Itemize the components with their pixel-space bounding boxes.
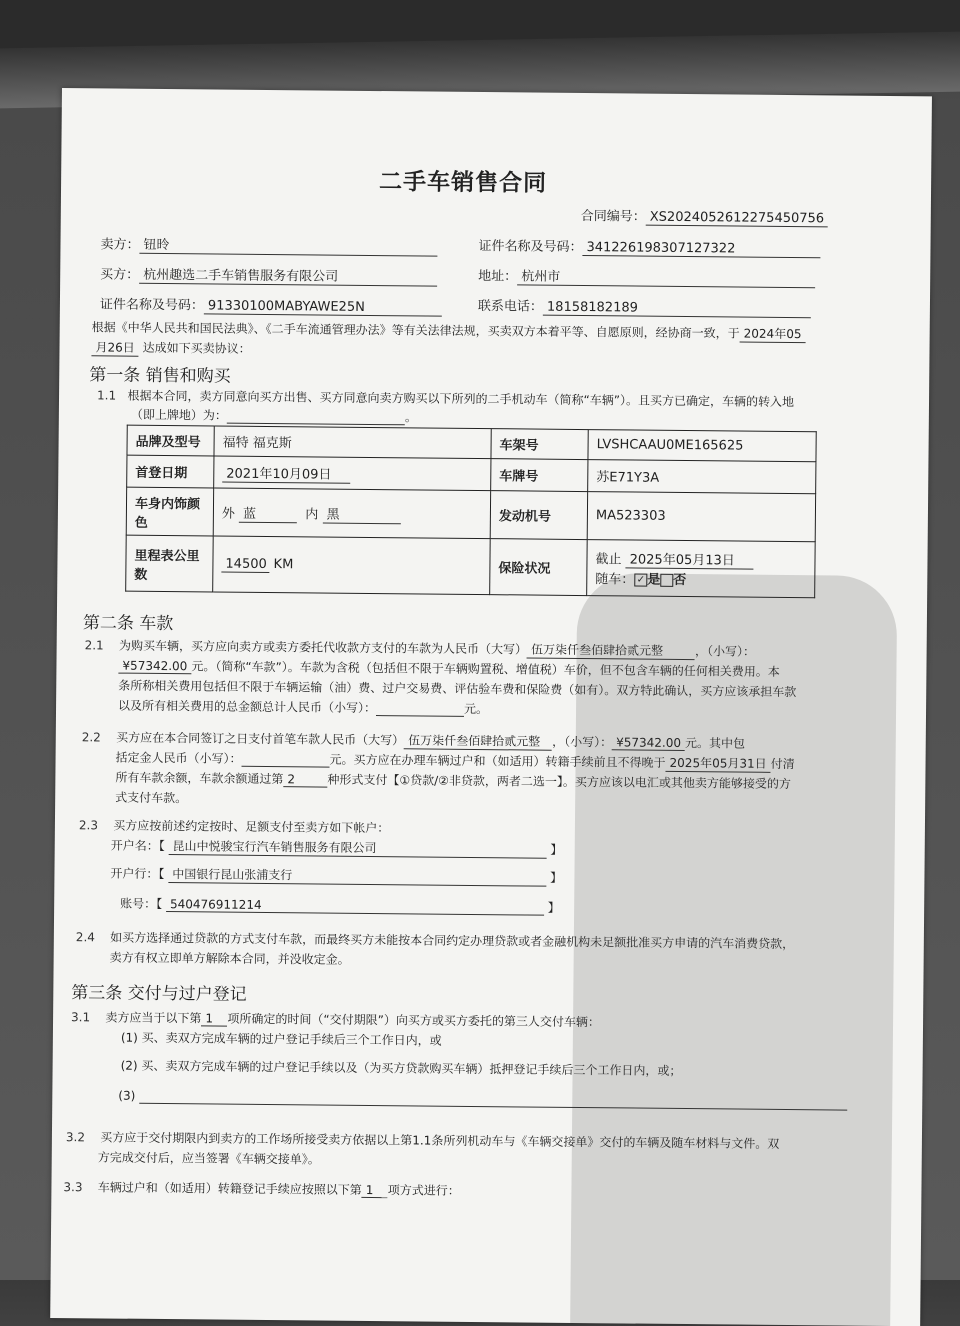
clause-2-1-line-3: 条所称相关费用包括但不限于车辆运输（油）费、过户交易费、评估验车费和保险费（如有）。双方特此确认，买方应该承担车款 bbox=[118, 678, 797, 700]
clause-2-4-line-2: 卖方有权立即单方解除本合同，并没收定金。 bbox=[109, 950, 350, 967]
contract-number: 合同编号： XS20240526122754507​56 bbox=[581, 205, 829, 227]
document-title: 二手车销售合同 bbox=[378, 169, 548, 197]
intro-line-1: 根据《中华人民共和国民法典》、《二手车流通管理办法》等有关法律法规，买卖双方本着平等、自愿原则，经协商一致，于 2024年05 bbox=[92, 318, 806, 343]
brand-label: 品牌及型号 bbox=[127, 425, 214, 456]
clause-3-1: 3.1 卖方应当于以下第 1 项所确定的时间（“交付期限”）向买方或买方委托的第三人交付车辆： bbox=[71, 1010, 600, 1030]
plate-value: 苏E71Y3A bbox=[588, 460, 816, 494]
buyer-id-field: 证件名称及号码： 91330100MABYAWE25N bbox=[100, 293, 442, 316]
reg-date-cell: 2021年10月09日 bbox=[214, 456, 491, 491]
clause-2-3: 2.3 买方应按前述约定按时、足额支付至卖方如下帐户： bbox=[78, 818, 390, 836]
reg-date-label: 首登日期 bbox=[127, 455, 214, 488]
clause-1-1: 1.1 根据本合同，卖方同意向买方出售、买方同意向卖方购买以下所列的二手机动车（简称“车辆”）。且买方已确定，车辆的转入地 bbox=[96, 388, 795, 410]
vehicle-table bbox=[125, 425, 817, 599]
clause-2-1-line-1: 2.1 为购买车辆，买方应向卖方或卖方委托代收款方支付的车款为人民币（大写） 伍万柒仟叁佰肆拾贰元整 ，（小写）： bbox=[84, 638, 756, 659]
clause-2-2-line-4: 式支付车款。 bbox=[115, 790, 188, 806]
vin-label: 车架号 bbox=[491, 429, 588, 460]
buyer-field: 买方： 杭州趣选二手车销售服务有限公司 bbox=[100, 263, 437, 286]
insurance-cell: 截止 2025年05月13日 随车： ✓ 是 否 bbox=[587, 540, 816, 598]
clause-2-2-line-2: 括定金人民币（小写）： 元。买方应在办理车辆过户和（如适用）转籍手续前且不得晚于 2025年05月31日 付清 bbox=[115, 750, 795, 772]
contract-page bbox=[50, 88, 932, 1326]
clause-2-2-line-3: 所有车款余额，车款余额通过第 2 种形式支付【①贷款/②非贷款，两者二选一】。买方应该以电汇或其他卖方能够接受的方 bbox=[115, 770, 791, 792]
clause-3-2-line-2: 方完成交付后，应当签署《车辆交接单》。 bbox=[97, 1150, 320, 1167]
clause-2-1-line-4: 以及所有相关费用的总金额总计人民币（小写）： 元。 bbox=[118, 698, 489, 717]
clause-3-3: 3.3 车辆过户和（如适用）转籍登记手续应按照以下第 1 项方式进行： bbox=[63, 1180, 460, 1198]
address-field: 地址： 杭州市 bbox=[478, 265, 815, 288]
clause-1-1-destination: （即上牌地）为： 。 bbox=[130, 407, 417, 425]
engine-label: 发动机号 bbox=[490, 491, 587, 540]
vin-value: LVSHCAAU0ME165625 bbox=[588, 430, 816, 462]
article-2-title: 第二条 车款 bbox=[82, 613, 174, 635]
color-label: 车身内饰颜 色 bbox=[126, 487, 213, 536]
account-name-row: 开户名：【 昆山中悦骏宝行汽车销售服务有限公司 】 bbox=[110, 838, 563, 857]
bank-row: 开户行：【 中国银行昆山张浦支行 】 bbox=[110, 866, 563, 885]
engine-value: MA523303 bbox=[587, 492, 815, 542]
brand-value: 福特 福克斯 bbox=[214, 426, 491, 459]
insurance-label: 保险状况 bbox=[490, 539, 588, 596]
article-3-title: 第三条 交付与过户登记 bbox=[71, 983, 247, 1005]
clause-2-1-line-2: ¥57342.00 元。（简称“车款”）。车款为含税（包括但不限于车辆购置税、增值税）车价，但不包含车辆的任何相关费用。本 bbox=[118, 657, 779, 680]
hand-shadow bbox=[570, 573, 897, 1326]
clause-3-1-option-1: (1) 买、卖双方完成车辆的过户登记手续后三个工作日内，或 bbox=[120, 1030, 442, 1048]
clause-2-4-line-1: 2.4 如买方选择通过贷款的方式支付车款，而最终买方未能按本合同约定办理贷款或者金融机构未足额批准买方申请的汽车消费贷款， bbox=[75, 930, 795, 952]
seller-id-field: 证件名称及号码： 341226198307127322 bbox=[478, 235, 820, 258]
insurance-yes-checkbox: ✓ bbox=[634, 574, 647, 587]
article-1-title: 第一条 销售和购买 bbox=[89, 365, 231, 387]
clause-3-2-line-1: 3.2 买方应于交付期限内到卖方的工作场所接受卖方依据以上第1.1条所列机动车与《车辆交接单》交付的车辆及随车材料与文件。双 bbox=[65, 1130, 780, 1151]
seller-field: 卖方： 钮昤 bbox=[100, 233, 437, 256]
clause-3-1-option-3: (3) bbox=[118, 1089, 847, 1111]
clause-3-1-option-2: (2) 买、卖双方完成车辆的过户登记手续以及（为买方贷款购买车辆）抵押登记手续后三个工作日内，或； bbox=[120, 1058, 682, 1078]
intro-line-2: 月26日 达成如下买卖协议： bbox=[91, 338, 250, 358]
phone-field: 联系电话： 18158182189 bbox=[478, 295, 811, 318]
mileage-label: 里程表公里 数 bbox=[126, 535, 214, 592]
mileage-cell: 14500 KM bbox=[213, 536, 491, 595]
plate-label: 车牌号 bbox=[491, 459, 588, 492]
account-number-row: 账号：【 540476911214 】 bbox=[120, 896, 560, 915]
clause-2-2-line-1: 2.2 买方应在本合同签订之日支付首笔车款人民币（大写） 伍万柒仟叁佰肆拾贰元整 ，（小写）： ¥57342.00 元。其中包 bbox=[81, 730, 746, 751]
color-cell: 外 蓝 内 黑 bbox=[213, 488, 490, 539]
